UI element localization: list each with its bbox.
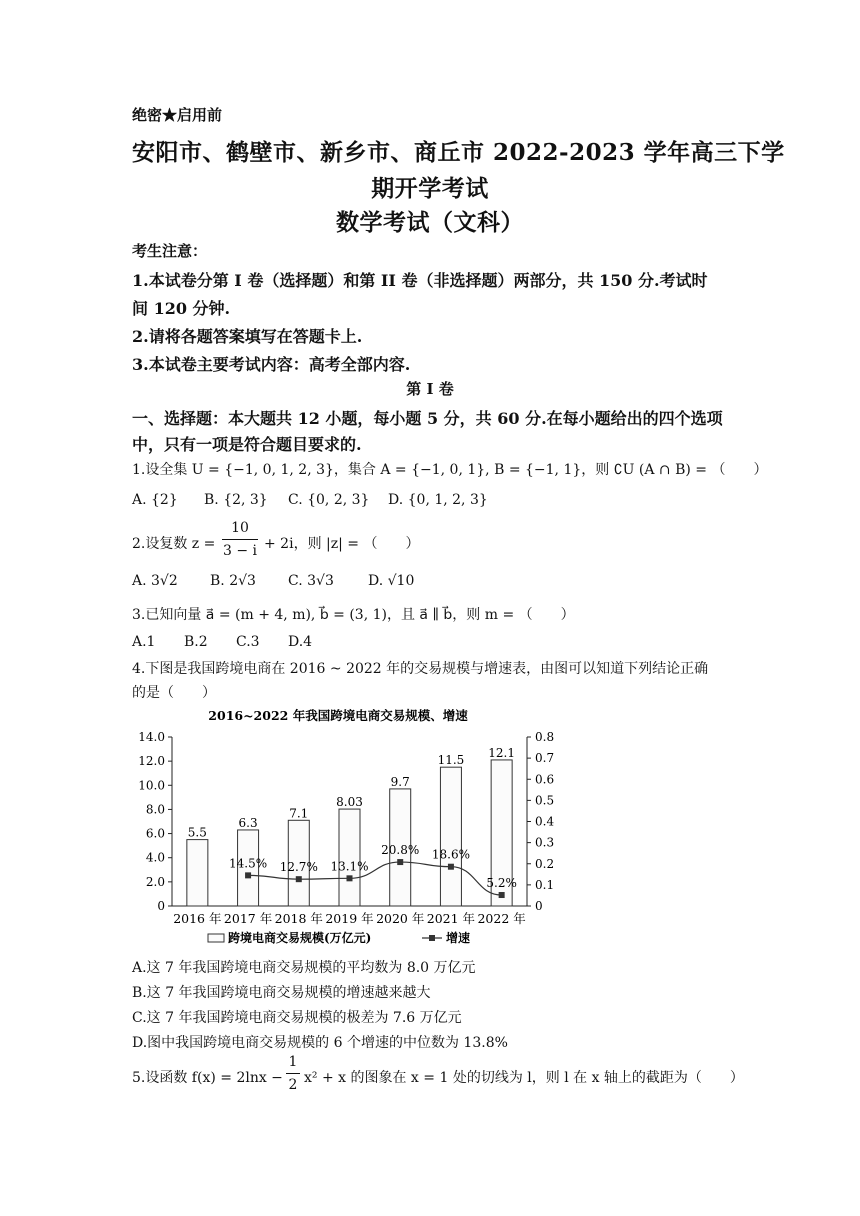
- growth-point: [296, 876, 302, 882]
- y-right-tick-label: 0.1: [535, 877, 555, 892]
- volume-heading: 第 I 卷: [406, 380, 454, 398]
- chart-title: 2016~2022 年我国跨境电商交易规模、增速: [208, 708, 468, 723]
- y-right-tick-label: 0.5: [535, 793, 555, 808]
- q2-option-c: C. 3√3: [288, 573, 334, 589]
- bar-value-label: 9.7: [390, 774, 410, 789]
- growth-point: [347, 875, 353, 881]
- y-right-tick-label: 0.4: [535, 814, 555, 829]
- q3-option-c: C.3: [236, 634, 260, 650]
- y-right-tick-label: 0.2: [535, 856, 555, 871]
- bar-value-label: 7.1: [289, 806, 309, 821]
- note-3: 3.本试卷主要考试内容：高考全部内容.: [132, 355, 411, 374]
- q1-stem: 1.设全集 U = {−1, 0, 1, 2, 3}，集合 A = {−1, 0, 1}, B = {−1, 1}，则 ∁U (A ∩ B) = （ ）: [132, 462, 768, 478]
- secret-mark: 绝密★启用前: [132, 106, 223, 124]
- q5-fraction-bar: [286, 1073, 300, 1074]
- q2-fraction-denominator: 3 − i: [222, 543, 257, 559]
- growth-label: 18.6%: [431, 847, 470, 862]
- y-right-tick-label: 0.8: [535, 730, 555, 744]
- q2-stem-suffix: + 2i，则 |z| = （ ）: [264, 536, 420, 552]
- bar-value-label: 5.5: [187, 825, 207, 840]
- x-tick-label: 2022 年: [477, 911, 526, 926]
- y-right-tick-label: 0.7: [535, 751, 555, 766]
- q2-option-a: A. 3√2: [132, 573, 178, 589]
- bar: [440, 767, 461, 906]
- y-left-tick-label: 4.0: [145, 850, 165, 865]
- y-left-tick-label: 10.0: [138, 778, 165, 793]
- legend-bar-label: 跨境电商交易规模(万亿元): [228, 931, 372, 945]
- section-intro-line2: 中，只有一项是符合题目要求的.: [132, 435, 362, 454]
- growth-label: 13.1%: [330, 859, 369, 874]
- q2-stem-prefix: 2.设复数 z =: [132, 536, 216, 552]
- notes-heading: 考生注意：: [132, 242, 208, 260]
- q2-option-b: B. 2√3: [210, 573, 256, 589]
- bar: [187, 840, 208, 906]
- legend-bar-swatch: [208, 934, 224, 942]
- bar-value-label: 11.5: [437, 753, 465, 768]
- x-tick-label: 2021 年: [426, 911, 476, 926]
- y-right-tick-label: 0.6: [535, 772, 555, 787]
- trade-chart: [120, 702, 560, 956]
- exam-title-line1: 安阳市、鹤壁市、新乡市、商丘市 2022-2023 学年高三下学: [132, 139, 785, 166]
- q4-option-b: B.这 7 年我国跨境电商交易规模的增速越来越大: [132, 985, 431, 1001]
- q5-fraction-numerator: 1: [288, 1054, 298, 1070]
- bar-value-label: 8.03: [336, 795, 363, 810]
- q1-option-c: C. {0, 2, 3}: [288, 492, 370, 508]
- q2-fraction-bar: [222, 539, 258, 540]
- q1-option-b: B. {2, 3}: [204, 492, 268, 508]
- y-left-tick-label: 12.0: [138, 754, 165, 769]
- y-left-tick-label: 2.0: [145, 874, 165, 889]
- q1-option-a: A. {2}: [132, 492, 178, 508]
- growth-point: [397, 859, 403, 865]
- growth-label: 5.2%: [486, 876, 517, 891]
- q3-option-a: A.1: [132, 634, 156, 650]
- y-right-tick-label: 0: [535, 899, 543, 913]
- growth-label: 12.7%: [279, 860, 318, 875]
- y-left-tick-label: 8.0: [145, 802, 165, 817]
- growth-point: [448, 864, 454, 870]
- legend-line-label: 增速: [446, 931, 471, 945]
- exam-title-line2: 期开学考试: [371, 175, 489, 202]
- y-right-tick-label: 0.3: [535, 835, 555, 850]
- y-left-tick-label: 6.0: [145, 826, 165, 841]
- q2-option-d: D. √10: [368, 573, 415, 589]
- q4-stem-line1: 4.下图是我国跨境电商在 2016 ~ 2022 年的交易规模与增速表，由图可以知道下列结论正确: [132, 661, 709, 677]
- q3-option-b: B.2: [184, 634, 208, 650]
- note-1-line2: 间 120 分钟.: [132, 299, 231, 318]
- q4-stem-line2: 的是（ ）: [132, 685, 216, 701]
- x-tick-label: 2020 年: [376, 911, 425, 926]
- q5-stem-suffix: x² + x 的图象在 x = 1 处的切线为 l，则 l 在 x 轴上的截距为（ ）: [304, 1070, 744, 1086]
- growth-point: [499, 892, 505, 898]
- q2-fraction-numerator: 10: [231, 520, 249, 536]
- bar-value-label: 6.3: [238, 815, 258, 830]
- q5-fraction-denominator: 2: [288, 1077, 298, 1093]
- x-tick-label: 2016 年: [173, 911, 222, 926]
- q3-option-d: D.4: [288, 634, 313, 650]
- y-left-tick-label: 14.0: [138, 730, 165, 744]
- x-tick-label: 2018 年: [274, 911, 323, 926]
- bar: [339, 809, 360, 906]
- y-left-tick-label: 0: [157, 899, 165, 913]
- x-tick-label: 2019 年: [325, 911, 374, 926]
- growth-label: 14.5%: [229, 856, 268, 871]
- bar-value-label: 12.1: [488, 745, 516, 760]
- legend-line-marker: [429, 935, 435, 941]
- q4-option-d: D.图中我国跨境电商交易规模的 6 个增速的中位数为 13.8%: [132, 1035, 508, 1051]
- growth-label: 20.8%: [381, 843, 420, 858]
- section-intro-line1: 一、选择题：本大题共 12 小题，每小题 5 分，共 60 分.在每小题给出的四个选项: [132, 409, 723, 428]
- exam-subtitle: 数学考试（文科）: [336, 209, 524, 236]
- q4-option-a: A.这 7 年我国跨境电商交易规模的平均数为 8.0 万亿元: [132, 960, 476, 976]
- note-1-line1: 1.本试卷分第 I 卷（选择题）和第 II 卷（非选择题）两部分，共 150 分.考试时: [132, 271, 708, 290]
- note-2: 2.请将各题答案填写在答题卡上.: [132, 327, 363, 346]
- x-tick-label: 2017 年: [223, 911, 273, 926]
- q3-stem: 3.已知向量 a⃗ = (m + 4, m), b⃗ = (3, 1)，且 a⃗ ∥ b⃗，则 m = （ ）: [132, 607, 575, 623]
- q5-stem-prefix: 5.设函数 f(x) = 2lnx −: [132, 1070, 283, 1086]
- growth-point: [245, 872, 251, 878]
- q1-option-d: D. {0, 1, 2, 3}: [388, 492, 488, 508]
- q4-option-c: C.这 7 年我国跨境电商交易规模的极差为 7.6 万亿元: [132, 1010, 462, 1026]
